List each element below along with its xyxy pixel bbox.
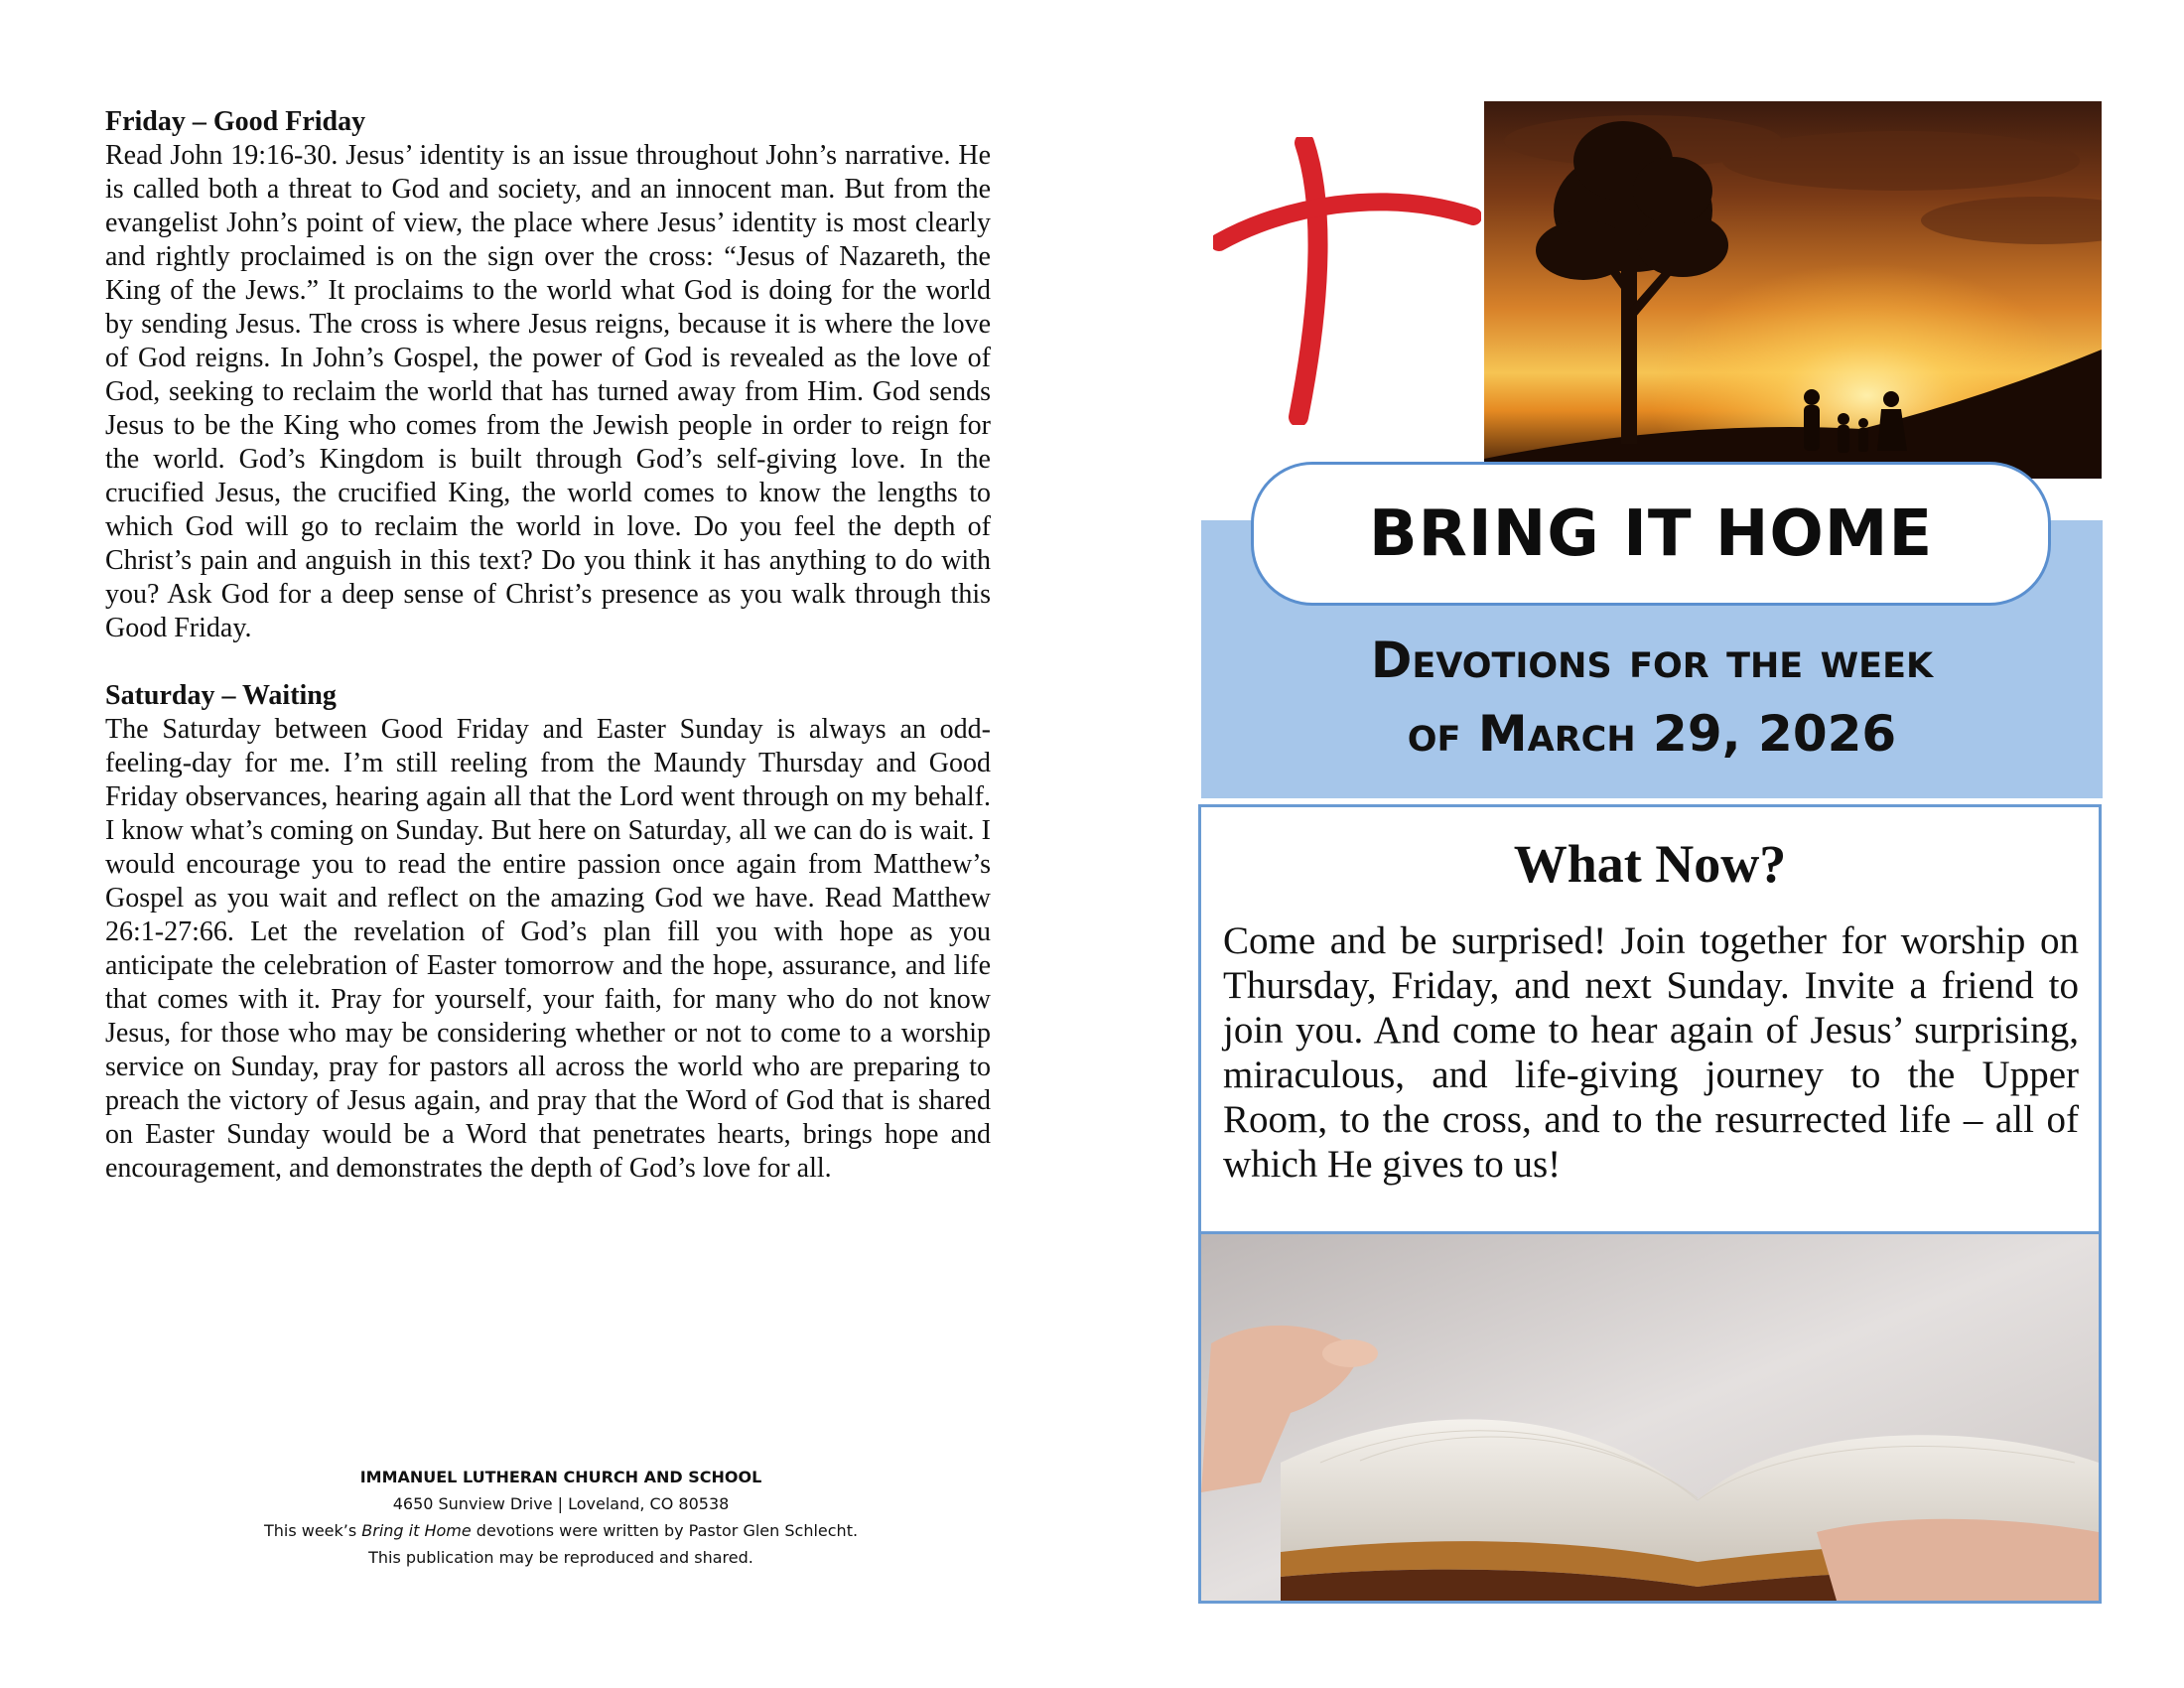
open-bible-hands-photo bbox=[1198, 1231, 2102, 1604]
credit-suffix: devotions were written by Pastor Glen Schlecht. bbox=[471, 1521, 859, 1540]
page-title: BRING IT HOME bbox=[1368, 496, 1934, 571]
church-footer bbox=[149, 1464, 973, 1571]
friday-devotion-text: Read John 19:16-30. Jesus’ identity is an issue throughout John’s narrative. He is called both a threat to God and society, and an innocent man. But from the evangelist John’s point of view, the place where Jesus’ identity is most clearly and rightly proclaimed is on the sign over the cross: “Jesus of Nazareth, the King of the Jews.” It proclaims to the world what God is doing for the world by sending Jesus. The cross is where Jesus reigns, because it is where the love of God reigns. In John’s Gospel, the power of God is revealed as the love of God, seeking to reclaim the world that has turned away from Him. God sends Jesus to be the King who comes from the Jewish people in order to reign for the world. God’s Kingdom is built through God’s self-giving love. In the crucified Jesus, the crucified King, the world comes to know the lengths to which God will go to reclaim the world in love. Do you feel the depth of Christ’s pain and anguish in this text? Do you think it has anything to do with you? Ask God for a deep sense of Christ’s presence as you walk through this Good Friday. bbox=[105, 140, 991, 643]
author-credit bbox=[149, 1517, 973, 1544]
credit-title: Bring it Home bbox=[361, 1521, 472, 1540]
sunset-family-tree-photo bbox=[1484, 101, 2102, 479]
red-cross-icon bbox=[1213, 137, 1481, 425]
friday-heading: Friday – Good Friday bbox=[105, 106, 366, 137]
church-name: IMMANUEL LUTHERAN CHURCH AND SCHOOL bbox=[359, 1468, 762, 1486]
title-banner bbox=[1251, 462, 2051, 606]
devotions-column bbox=[105, 105, 991, 1186]
what-now-box bbox=[1198, 804, 2102, 1235]
subtitle-line-1: Devotions for the week bbox=[1370, 632, 1934, 689]
share-notice: This publication may be reproduced and shared. bbox=[368, 1548, 753, 1567]
what-now-text: Come and be surprised! Join together for worship on Thursday, Friday, and next Sunday. Invite a friend to join you. And come to hear again of Jesus’ surprising, miraculous, and life-giving journey to the Upper Room, to the cross, and to the resurrected life – all of which He gives to us! bbox=[1223, 919, 2079, 1186]
section-spacer bbox=[105, 645, 991, 679]
church-address: 4650 Sunview Drive | Loveland, CO 80538 bbox=[392, 1494, 730, 1513]
saturday-heading: Saturday – Waiting bbox=[105, 680, 337, 711]
subtitle-line-2: of March 29, 2026 bbox=[1407, 705, 1897, 763]
what-now-title: What Now? bbox=[1513, 834, 1787, 894]
saturday-devotion-text: The Saturday between Good Friday and Easter Sunday is always an odd-feeling-day for me. I’m still reeling from the Maundy Thursday and Good Friday observances, hearing again all that the Lord went through on my behalf. I know what’s coming on Sunday. But here on Saturday, all we can do is wait. I would encourage you to read the entire passion once again from Matthew’s Gospel as you wait and reflect on the amazing God we have. Read Matthew 26:1-27:66. Let the revelation of God’s plan fill you with hope as you anticipate the celebration of Easter tomorrow and the hope, assurance, and life that comes with it. Pray for yourself, your faith, for many who do not know Jesus, for those who may be considering whether or not to come to a worship service on Sunday, pray for pastors all across the world who are preparing to preach the victory of Jesus again, and pray that the Word of God that is shared on Easter Sunday would be a Word that penetrates hearts, brings hope and encouragement, and demonstrates the depth of God’s love for all. bbox=[105, 714, 991, 1184]
subtitle bbox=[1201, 624, 2103, 771]
credit-prefix: This week’s bbox=[263, 1521, 362, 1540]
